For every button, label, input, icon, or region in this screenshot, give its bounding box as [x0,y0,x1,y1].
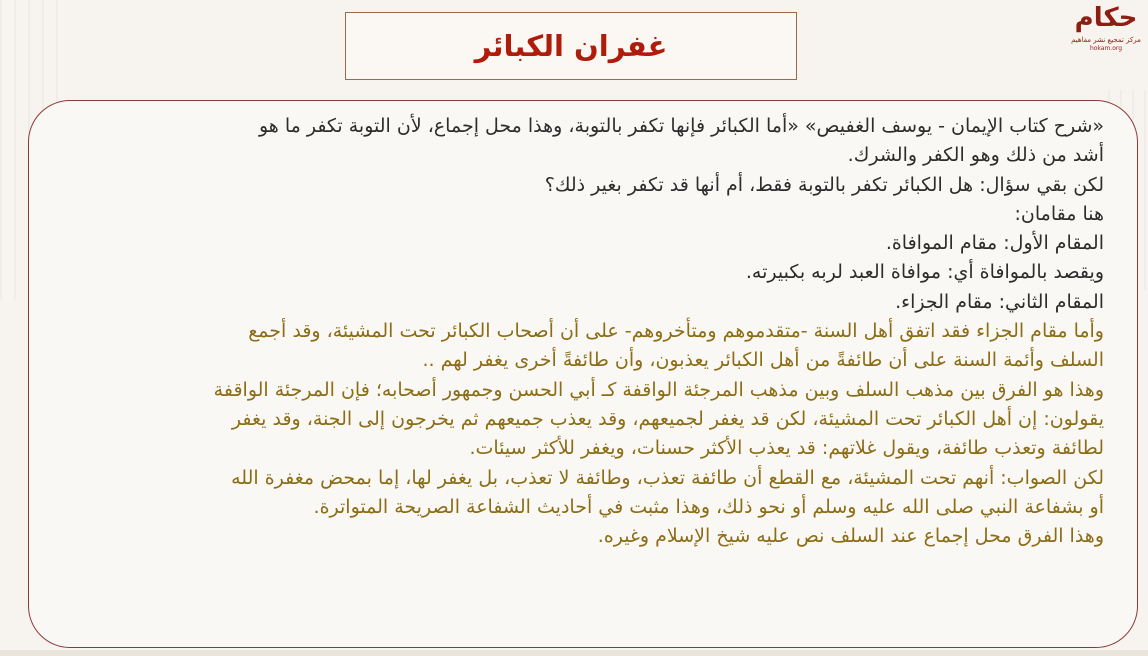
text-line: لكن الصواب: أنهم تحت المشيئة، مع القطع أن طائفة تعذب، وطائفة لا تعذب، بل يغفر لها، إما بمحض مغفرة الله [231,466,1104,489]
text-line: «شرح كتاب الإيمان - يوسف الغفيص» «أما الكبائر فإنها تكفر بالتوبة، وهذا محل إجماع، لأن التوبة تكفر ما هو [258,115,1104,137]
text-line: لكن بقي سؤال: هل الكبائر تكفر بالتوبة فقط، أم أنها قد تكفر بغير ذلك؟ [544,173,1104,196]
text-line: أو بشفاعة النبي صلى الله عليه وسلم أو نحو ذلك، وهذا مثبت في أحاديث الشفاعة الصريحة المتواترة. [313,495,1104,518]
text-body [60,112,1104,551]
logo-name: حكام [1074,3,1138,33]
text-line: هنا مقامان: [1014,202,1104,225]
bottom-strip [0,650,1148,656]
slide-title: غفران الكبائر [474,29,668,63]
hokam-logo [1071,3,1141,64]
text-line: المقام الأول: مقام الموافاة. [885,232,1104,255]
text-line: أشد من ذلك وهو الكفر والشرك. [847,144,1104,167]
text-line: وهذا الفرق محل إجماع عند السلف نص عليه شيخ الإسلام وغيره. [597,525,1104,548]
text-line: يقولون: إن أهل الكبائر تحت المشيئة، لكن قد يغفر لجميعهم، وقد يعذب جميعهم ثم يخرجون إلى الجنة، وقد يغفر [231,407,1104,430]
logo-subtitle: مركز تمجيع نشر مفاهيم [1071,36,1141,44]
text-line: السلف وأئمة السنة على أن طائفةً من أهل الكبائر يعذبون، وأن طائفةً أخرى يغفر لهم .. [422,349,1104,372]
text-line: لطائفة وتعذب طائفة، ويقول غلاتهم: قد يعذب الأكثر حسنات، ويغفر للأكثر سيئات. [469,437,1104,460]
text-line: ويقصد بالموافاة أي: موافاة العبد لربه بكبيرته. [745,261,1104,284]
text-line: المقام الثاني: مقام الجزاء. [895,290,1104,313]
logo-url: hokam.org [1089,45,1123,52]
text-line: وأما مقام الجزاء فقد اتفق أهل السنة -متقدموهم ومتأخروهم- على أن أصحاب الكبائر تحت المشيئة، وقد أجمع [248,320,1104,343]
title-box [345,12,797,80]
text-line: وهذا هو الفرق بين مذهب السلف وبين مذهب المرجئة الواقفة كـ أبي الحسن وجمهور أصحابه؛ فإن المرجئة الواقفة [213,378,1104,401]
